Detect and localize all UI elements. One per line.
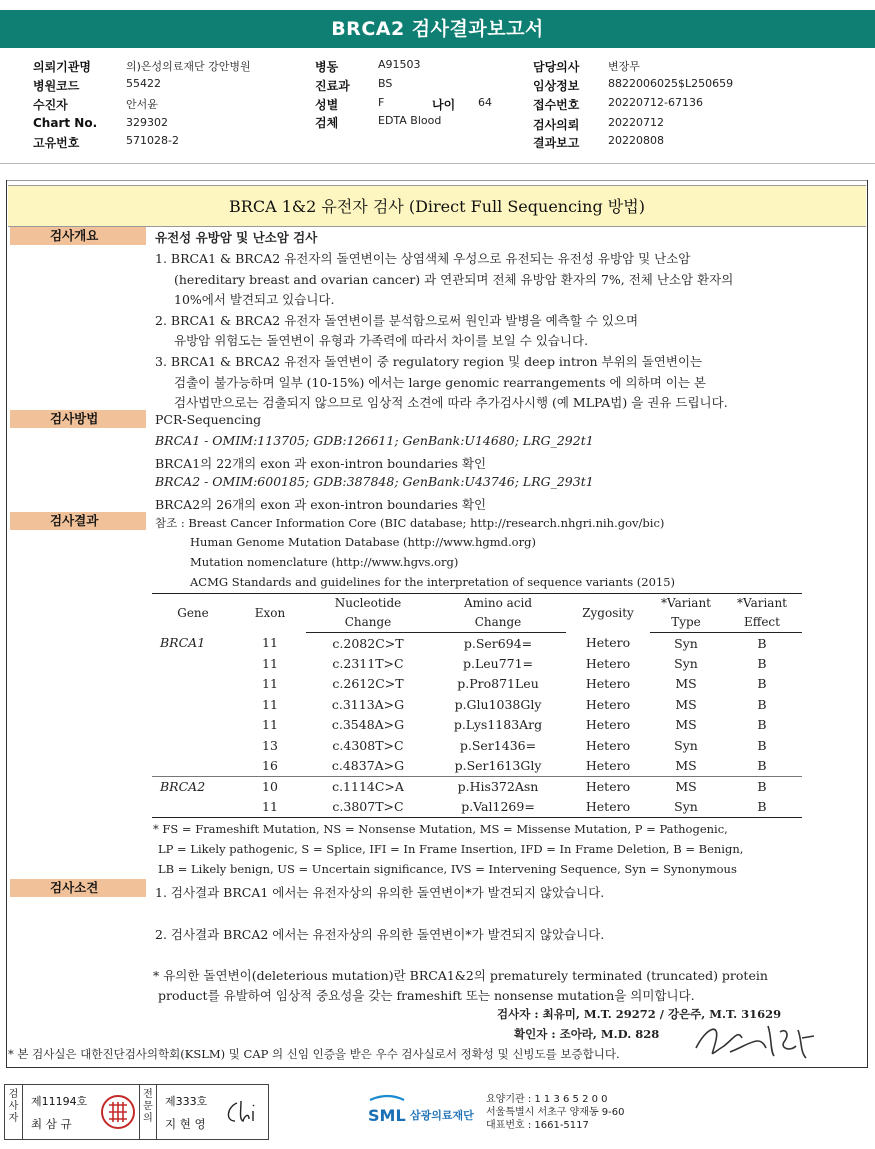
- th-amino-acid-change: Change: [430, 613, 566, 633]
- overview-line: 검사법만으로는 검출되지 않으므로 임상적 소견에 따라 추가검사시행 (예 MLPA법) 을 권유 드립니다.: [174, 395, 728, 410]
- value-requesting-org: 의)은성의료재단 강안병원: [126, 60, 251, 73]
- sml-brand-text: SML: [368, 1106, 406, 1125]
- left-name: 최 삼 규: [31, 1117, 72, 1131]
- variant-table: [152, 593, 802, 818]
- cell-exon: 11: [234, 797, 306, 818]
- ref-line: Mutation nomenclature (http://www.hgvs.org): [190, 555, 459, 569]
- right-name: 지 현 영: [165, 1117, 206, 1131]
- label-specimen: 검체: [315, 116, 339, 130]
- value-physician: 변장무: [608, 60, 640, 73]
- overview-line: 10%에서 발견되고 있습니다.: [174, 292, 335, 307]
- section-label-overview: 검사개요: [10, 227, 146, 245]
- table-row: [152, 776, 802, 797]
- table-row: [152, 694, 802, 715]
- cell-type: MS: [675, 676, 697, 692]
- cell-gene: [152, 653, 234, 674]
- opinion-note: product를 유발하여 임상적 중요성을 갖는 frameshift 또는 nonsense mutation을 의미합니다.: [158, 988, 695, 1003]
- cell-type: MS: [675, 717, 697, 733]
- accreditation-note: * 본 검사실은 대한진단검사의학회(KSLM) 및 CAP 의 신임 인증을 받은 우수 검사실로서 정확성 및 신빙도를 보증합니다.: [8, 1047, 620, 1061]
- method-line: BRCA2의 26개의 exon 과 exon-intron boundaries 확인: [155, 497, 487, 512]
- cell-nuc: c.2311T>C: [332, 655, 404, 671]
- value-receipt-no: 20220712-67136: [608, 96, 703, 109]
- method-line: BRCA2 - OMIM:600185; GDB:387848; GenBank:U43746; LRG_293t1: [155, 474, 594, 489]
- label-ward: 병동: [315, 60, 339, 74]
- method-line: BRCA1 - OMIM:113705; GDB:126611; GenBank:U14680; LRG_292t1: [155, 433, 594, 448]
- cell-type: Syn: [674, 655, 698, 671]
- cell-exon: 10: [234, 776, 306, 797]
- value-specimen: EDTA Blood: [378, 114, 442, 127]
- table-row: [152, 653, 802, 674]
- cell-zyg: Hetero: [585, 635, 631, 651]
- label-chart-no: Chart No.: [33, 116, 98, 130]
- header-divider: [0, 163, 875, 164]
- cell-zyg: Hetero: [585, 676, 631, 692]
- legend-line: LB = Likely benign, US = Uncertain significance, IVS = Intervening Sequence, Syn = Synonymous: [158, 862, 737, 876]
- label-report-date: 결과보고: [533, 136, 580, 150]
- banner-text: BRCA 1&2 유전자 검사 (Direct Full Sequencing 방법): [229, 197, 645, 216]
- cell-exon: 16: [262, 758, 278, 773]
- cell-aa: p.His372Asn: [430, 776, 566, 797]
- cell-exon: 11: [262, 717, 278, 733]
- label-sex: 성별: [315, 98, 339, 112]
- cell-effect: B: [757, 676, 767, 692]
- value-unique-no: 571028-2: [126, 134, 179, 147]
- cell-zyg: Hetero: [566, 797, 650, 818]
- opinion-note: * 유의한 돌연변이(deleterious mutation)란 BRCA1&2의 prematurely terminated (truncated) protein: [153, 968, 768, 983]
- cell-type: Syn: [674, 635, 698, 651]
- overview-line: 유방암 위험도는 돌연변이 유형과 가족력에 따라서 차이를 보일 수 있습니다.: [174, 333, 589, 348]
- overview-line: 2. BRCA1 & BRCA2 유전자 돌연변이를 분석함으로써 원인과 발병을 예측할 수 있으며: [155, 313, 639, 328]
- section-label-method: 검사방법: [10, 410, 146, 428]
- cell-effect: B: [757, 737, 767, 753]
- overview-line: (hereditary breast and ovarian cancer) 과 연관되며 전체 유방암 환자의 7%, 전체 난소암 환자의: [174, 272, 734, 287]
- right-tag-text: 전문의: [143, 1089, 153, 1124]
- legend-line: * FS = Frameshift Mutation, NS = Nonsense Mutation, MS = Missense Mutation, P = Pathogenic,: [153, 822, 728, 836]
- cell-exon: 11: [262, 696, 278, 712]
- cell-exon: 11: [262, 676, 278, 692]
- cell-zyg: Hetero: [585, 717, 631, 733]
- cell-gene: BRCA2: [152, 776, 234, 797]
- value-sex: F: [378, 96, 385, 109]
- label-receipt-no: 접수번호: [533, 98, 580, 112]
- left-tag: [5, 1085, 23, 1139]
- cell-nuc: c.3548A>G: [331, 717, 405, 733]
- cell-nuc: c.1114C>A: [306, 776, 430, 797]
- cell-aa: p.Pro871Leu: [457, 676, 539, 692]
- cell-type: MS: [675, 696, 697, 712]
- test-banner: [8, 185, 866, 227]
- right-tag: [139, 1085, 157, 1139]
- confirmer-line: 확인자 : 조아라, M.D. 828: [514, 1027, 660, 1041]
- label-clinical-info: 임상정보: [533, 79, 580, 93]
- table-row: [152, 797, 802, 818]
- handwritten-signature: [690, 1008, 820, 1064]
- cell-gene: [152, 735, 234, 756]
- cell-effect: B: [722, 797, 802, 818]
- cell-aa: p.Glu1038Gly: [454, 696, 542, 712]
- overview-line: 검출이 불가능하며 일부 (10-15%) 에서는 large genomic rearrangements 에 의하며 이는 본: [174, 375, 706, 390]
- cell-type: Syn: [674, 737, 698, 753]
- lab-phone: 대표번호 : 1661-5117: [486, 1120, 589, 1131]
- official-seal: [99, 1093, 137, 1131]
- opinion-line: 2. 검사결과 BRCA2 에서는 유전자상의 유의한 돌연변이*가 발견되지 않았습니다.: [155, 927, 605, 942]
- table-row: [152, 715, 802, 736]
- cell-aa: p.Lys1183Arg: [453, 717, 543, 733]
- label-requesting-org: 의뢰기관명: [33, 60, 91, 74]
- cell-type: MS: [675, 758, 697, 773]
- cell-effect: B: [757, 696, 767, 712]
- cell-zyg: Hetero: [585, 696, 631, 712]
- left-tag-text: 검사자: [8, 1089, 19, 1124]
- th-variant-effect: *Variant: [737, 596, 787, 610]
- overview-heading: 유전성 유방암 및 난소암 검사: [155, 230, 318, 245]
- th-amino-acid: Amino acid: [463, 596, 533, 610]
- cell-zyg: Hetero: [566, 776, 650, 797]
- cell-aa: p.Val1269=: [430, 797, 566, 818]
- cell-gene: [152, 756, 234, 777]
- report-title: BRCA2 검사결과보고서: [0, 10, 875, 48]
- th-nucleotide: Nucleotide: [334, 596, 402, 610]
- th-nucleotide-change: Change: [306, 613, 430, 633]
- cell-effect: B: [757, 758, 767, 773]
- value-clinical-info: 8822006025$L250659: [608, 77, 734, 90]
- value-age: 64: [478, 96, 492, 109]
- cell-zyg: Hetero: [585, 758, 631, 773]
- sml-logo-mark: [368, 1094, 480, 1128]
- label-hospital-code: 병원코드: [33, 79, 80, 93]
- cell-gene: [152, 715, 234, 736]
- th-type: Type: [650, 613, 722, 633]
- certification-box: [4, 1084, 269, 1140]
- cell-type: MS: [650, 776, 722, 797]
- physician-signature: [223, 1097, 263, 1129]
- right-license-no: 제333호: [165, 1095, 208, 1108]
- th-variant-type: *Variant: [661, 596, 711, 610]
- cell-nuc: c.3113A>G: [331, 696, 405, 712]
- label-unique-no: 고유번호: [33, 136, 80, 150]
- left-license-no: 제11194호: [31, 1095, 88, 1108]
- ref-line: Human Genome Mutation Database (http://www.hgmd.org): [190, 535, 536, 549]
- value-request-date: 20220712: [608, 116, 664, 129]
- opinion-line: 1. 검사결과 BRCA1 에서는 유전자상의 유의한 돌연변이*가 발견되지 않았습니다.: [155, 885, 605, 900]
- label-request-date: 검사의뢰: [533, 118, 580, 132]
- value-department: BS: [378, 77, 393, 90]
- cell-nuc: c.3807T>C: [306, 797, 430, 818]
- cell-effect: B: [722, 776, 802, 797]
- cell-zyg: Hetero: [585, 737, 631, 753]
- sml-logo: [368, 1094, 480, 1132]
- table-row: [152, 756, 802, 777]
- label-age: 나이: [432, 98, 456, 112]
- table-row: [152, 633, 802, 654]
- patient-header: [0, 56, 875, 156]
- cell-nuc: c.2082C>T: [332, 635, 404, 651]
- cell-nuc: c.4837A>G: [331, 758, 405, 773]
- section-label-result: 검사결과: [10, 512, 146, 530]
- cell-exon: 11: [262, 635, 278, 651]
- th-effect: Effect: [722, 613, 802, 633]
- value-ward: A91503: [378, 58, 421, 71]
- cell-zyg: Hetero: [585, 655, 631, 671]
- method-line: BRCA1의 22개의 exon 과 exon-intron boundaries 확인: [155, 456, 487, 471]
- cell-gene: [152, 797, 234, 818]
- lab-address: 서울특별시 서초구 양재동 9-60: [486, 1107, 625, 1118]
- cell-effect: B: [757, 717, 767, 733]
- cell-effect: B: [757, 635, 767, 651]
- value-chart-no: 329302: [126, 116, 168, 129]
- label-patient: 수진자: [33, 98, 68, 112]
- cell-gene: [152, 674, 234, 695]
- cell-gene: BRCA1: [160, 635, 206, 651]
- cell-exon: 11: [262, 655, 278, 671]
- cell-type: Syn: [650, 797, 722, 818]
- th-exon: Exon: [254, 605, 286, 620]
- org-code: 요양기관 : 1 1 3 6 5 2 0 0: [486, 1094, 608, 1105]
- th-gene: Gene: [177, 605, 209, 620]
- value-patient: 안서윤: [126, 98, 158, 111]
- cell-aa: p.Ser1613Gly: [454, 758, 542, 773]
- table-row: [152, 674, 802, 695]
- legend-line: LP = Likely pathogenic, S = Splice, IFI = In Frame Insertion, IFD = In Frame Deletion, B = Benign,: [158, 842, 744, 856]
- overview-line: 3. BRCA1 & BRCA2 유전자 돌연변이 중 regulatory region 및 deep intron 부위의 돌연변이는: [155, 354, 703, 369]
- overview-line: 1. BRCA1 & BRCA2 유전자의 돌연변이는 상염색체 우성으로 유전되는 유전성 유방암 및 난소암: [155, 251, 691, 266]
- cell-nuc: c.2612C>T: [332, 676, 404, 692]
- table-row: [152, 735, 802, 756]
- section-label-opinion: 검사소견: [10, 879, 146, 897]
- sml-name-text: 삼광의료재단: [410, 1109, 474, 1122]
- cell-nuc: c.4308T>C: [332, 737, 404, 753]
- label-physician: 담당의사: [533, 60, 580, 74]
- value-hospital-code: 55422: [126, 77, 161, 90]
- lab-info: [486, 1093, 625, 1132]
- ref-line: 참조 : Breast Cancer Information Core (BIC database; http://research.nhgri.nih.gov/bic): [155, 516, 665, 530]
- examiner-line: 검사자 : 최유미, M.T. 29272 / 강은주, M.T. 31629: [497, 1007, 782, 1021]
- cell-effect: B: [757, 655, 767, 671]
- cell-exon: 13: [262, 737, 278, 753]
- value-report-date: 20220808: [608, 134, 664, 147]
- cell-aa: p.Leu771=: [462, 655, 534, 671]
- method-heading: PCR-Sequencing: [155, 412, 262, 427]
- cell-aa: p.Ser1436=: [459, 737, 537, 753]
- th-zygosity: Zygosity: [582, 605, 634, 620]
- ref-line: ACMG Standards and guidelines for the interpretation of sequence variants (2015): [190, 575, 676, 589]
- label-department: 진료과: [315, 79, 350, 93]
- cell-aa: p.Ser694=: [463, 635, 533, 651]
- cell-gene: [152, 694, 234, 715]
